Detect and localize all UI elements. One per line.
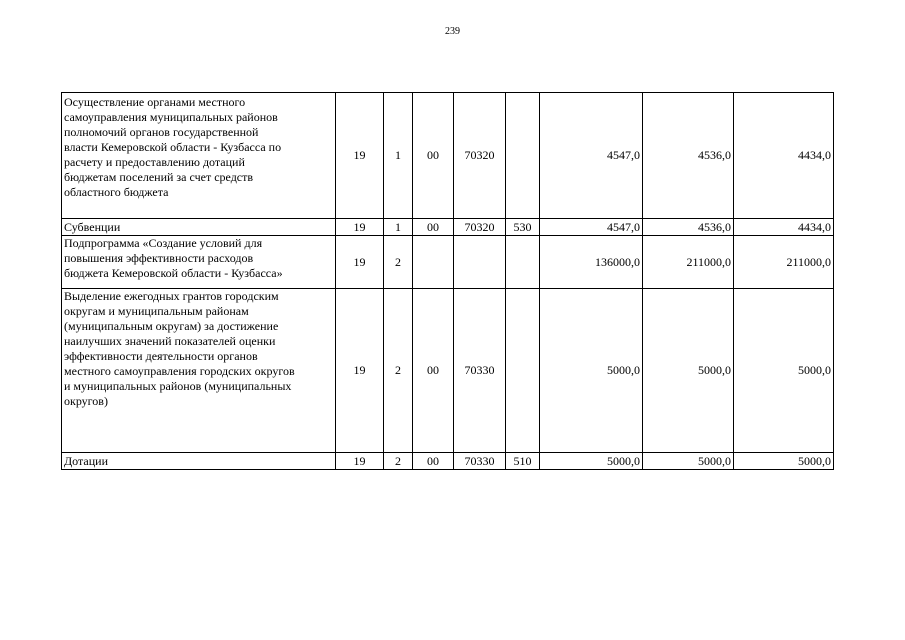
amount-year-1-cell: 136000,0 xyxy=(540,236,643,289)
main-event-code-cell: 00 xyxy=(413,453,454,470)
amount-year-1-cell: 4547,0 xyxy=(540,219,643,236)
subprogram-code-cell: 2 xyxy=(384,453,413,470)
amount-year-2-cell: 4536,0 xyxy=(643,93,734,219)
subprogram-code-cell: 2 xyxy=(384,236,413,289)
table-row xyxy=(62,289,834,453)
expense-type-cell xyxy=(506,236,540,289)
direction-code-cell: 70320 xyxy=(454,219,506,236)
direction-code-cell: 70320 xyxy=(454,93,506,219)
program-code-cell: 19 xyxy=(336,219,384,236)
amount-year-2-cell: 5000,0 xyxy=(643,289,734,453)
row-name-cell: Осуществление органами местного самоуправления муниципальных районов полномочий органов государственной власти Кемеровской области - Кузбасса по расчету и предоставлению дотаций бюджетам поселений за счет средств областного бюджета xyxy=(62,93,336,219)
expense-type-cell: 530 xyxy=(506,219,540,236)
table-row xyxy=(62,453,834,470)
program-code-cell: 19 xyxy=(336,289,384,453)
expense-type-cell xyxy=(506,93,540,219)
direction-code-cell: 70330 xyxy=(454,289,506,453)
row-name-cell: Подпрограмма «Создание условий для повышения эффективности расходов бюджета Кемеровской области - Кузбасса» xyxy=(62,236,336,289)
amount-year-2-cell: 211000,0 xyxy=(643,236,734,289)
main-event-code-cell: 00 xyxy=(413,289,454,453)
main-event-code-cell: 00 xyxy=(413,219,454,236)
amount-year-3-cell: 4434,0 xyxy=(734,93,834,219)
amount-year-2-cell: 4536,0 xyxy=(643,219,734,236)
page-number: 239 xyxy=(445,26,460,37)
program-code-cell: 19 xyxy=(336,453,384,470)
amount-year-1-cell: 5000,0 xyxy=(540,453,643,470)
amount-year-2-cell: 5000,0 xyxy=(643,453,734,470)
program-code-cell: 19 xyxy=(336,93,384,219)
direction-code-cell: 70330 xyxy=(454,453,506,470)
table-row xyxy=(62,219,834,236)
amount-year-1-cell: 4547,0 xyxy=(540,93,643,219)
subprogram-code-cell: 2 xyxy=(384,289,413,453)
amount-year-3-cell: 5000,0 xyxy=(734,453,834,470)
table-row xyxy=(62,93,834,219)
amount-year-3-cell: 5000,0 xyxy=(734,289,834,453)
main-event-code-cell xyxy=(413,236,454,289)
row-name-cell: Выделение ежегодных грантов городским округам и муниципальным районам (муниципальным округам) за достижение наилучших значений показателей оценки эффективности деятельности органов местного самоуправления городских округов и муниципальных районов (муниципальных округов) xyxy=(62,289,336,453)
subprogram-code-cell: 1 xyxy=(384,93,413,219)
main-event-code-cell: 00 xyxy=(413,93,454,219)
direction-code-cell xyxy=(454,236,506,289)
program-code-cell: 19 xyxy=(336,236,384,289)
amount-year-3-cell: 4434,0 xyxy=(734,219,834,236)
subprogram-code-cell: 1 xyxy=(384,219,413,236)
table-row xyxy=(62,236,834,289)
row-name-cell: Субвенции xyxy=(62,219,336,236)
row-name-cell: Дотации xyxy=(62,453,336,470)
amount-year-3-cell: 211000,0 xyxy=(734,236,834,289)
amount-year-1-cell: 5000,0 xyxy=(540,289,643,453)
expense-type-cell: 510 xyxy=(506,453,540,470)
budget-table xyxy=(61,92,834,470)
expense-type-cell xyxy=(506,289,540,453)
